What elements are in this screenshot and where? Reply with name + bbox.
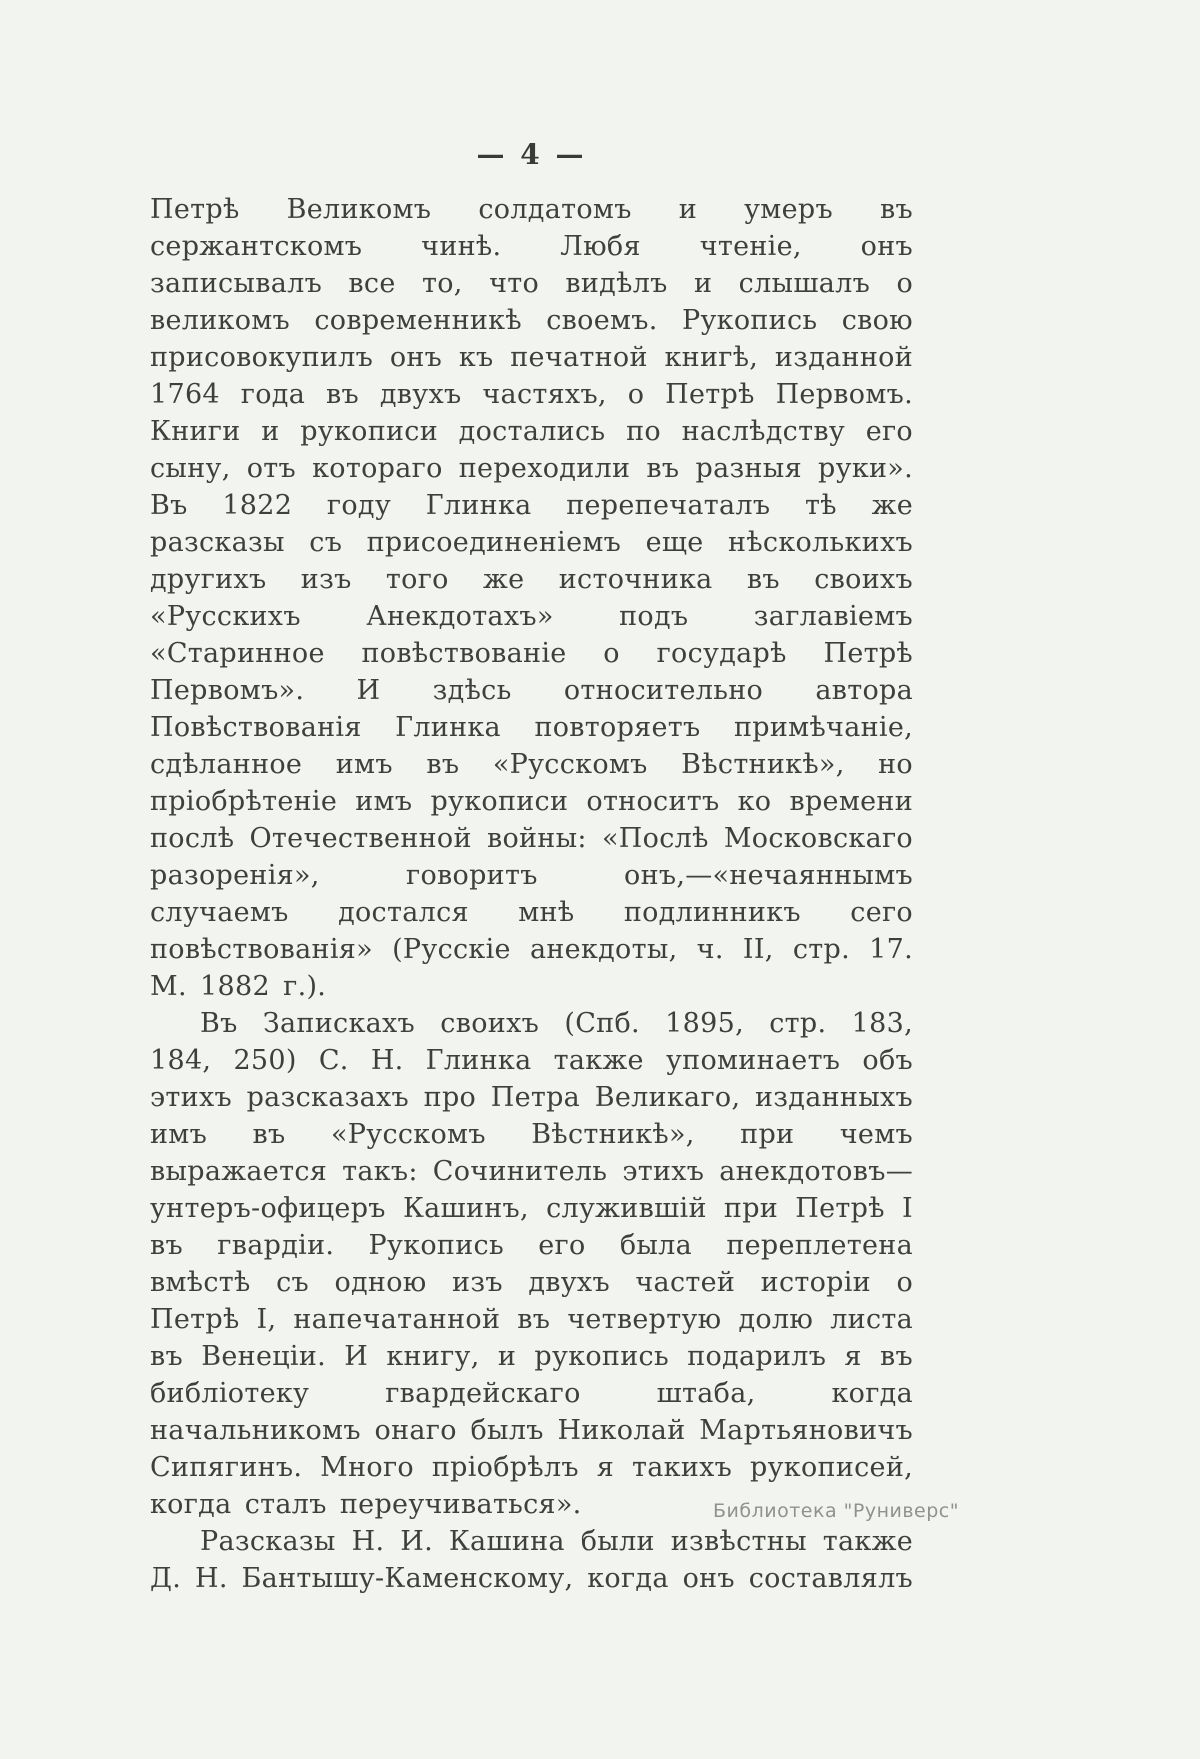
page-number: — 4 —: [476, 138, 587, 171]
text-block: [150, 138, 913, 1597]
paragraph: Разсказы Н. И. Кашина были извѣстны также Д. Н. Бантышу-Каменскому, когда онъ составлялъ: [150, 1526, 913, 1594]
paragraph: Петрѣ Великомъ солдатомъ и умеръ въ сержантскомъ чинѣ. Любя чтеніе, онъ записывалъ все то, что видѣлъ и слышалъ о великомъ современникѣ своемъ. Рукопись свою присовокупилъ онъ къ печатной книгѣ, изданной 1764 года въ двухъ частяхъ, о Петрѣ Первомъ. Книги и рукописи достались по наслѣдству его сыну, отъ котораго переходили въ разныя руки». Въ 1822 году Глинка перепечаталъ тѣ же разсказы съ присоединеніемъ еще нѣсколькихъ другихъ изъ того же источника въ своихъ «Русскихъ Анекдотахъ» подъ заглавіемъ «Старинное повѣствованіе о государѣ Петрѣ Первомъ». И здѣсь относительно автора Повѣствованія Глинка повторяетъ примѣчаніе, сдѣланное имъ въ «Русскомъ Вѣстникѣ», но пріобрѣтеніе имъ рукописи относитъ ко времени послѣ Отечественной войны: «Послѣ Московскаго разоренія», говоритъ онъ,—«нечаяннымъ случаемъ достался мнѣ подлинникъ сего повѣствованія» (Русскіе анекдоты, ч. II, стр. 17. М. 1882 г.).: [150, 194, 913, 1002]
watermark: Библиотека "Руниверс": [713, 1500, 959, 1522]
paragraph: Въ Запискахъ своихъ (Спб. 1895, стр. 183, 184, 250) С. Н. Глинка также упоминаетъ объ этихъ разсказахъ про Петра Великаго, изданныхъ имъ въ «Русскомъ Вѣстникѣ», при чемъ выражается такъ: Сочинитель этихъ анекдотовъ—унтеръ-офицеръ Кашинъ, служившій при Петрѣ I въ гвардіи. Рукопись его была переплетена вмѣстѣ съ одною изъ двухъ частей исторіи о Петрѣ I, напечатанной въ четвертую долю листа въ Венеціи. И книгу, и рукопись подарилъ я въ библіотеку гвардейскаго штаба, когда начальникомъ онаго былъ Николай Мартьяновичъ Сипягинъ. Много пріобрѣлъ я такихъ рукописей, когда сталъ переучиваться».: [150, 1008, 913, 1520]
